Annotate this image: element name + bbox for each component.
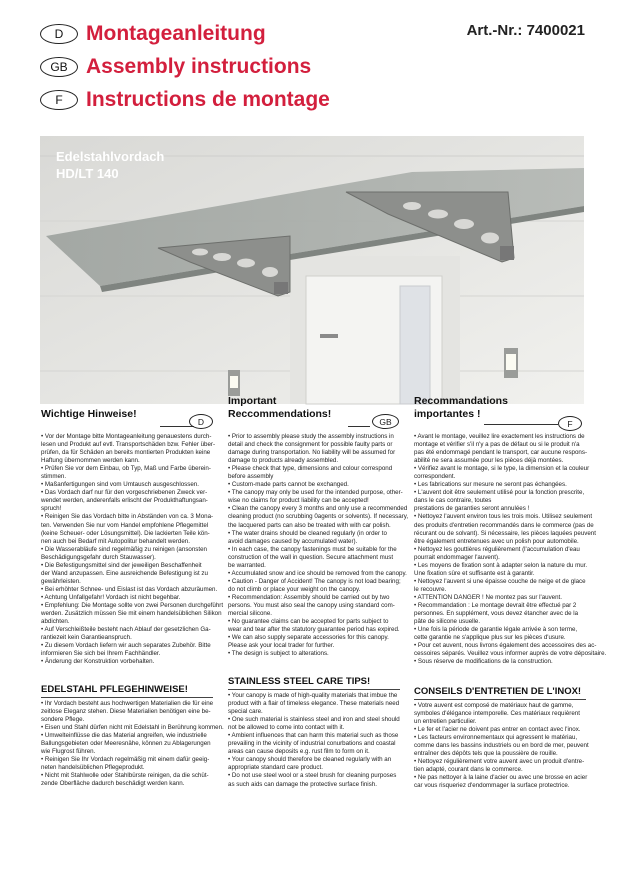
de-text-line: abdichten.: [41, 618, 70, 626]
gb-text-line: Please ask your local trader for further.: [228, 642, 335, 650]
gb-text-line: • Clean the canopy every 3 months and only use a recommended: [228, 505, 408, 513]
photo-caption: [56, 148, 164, 182]
gb-text-line: do not climb or place your weight on the canopy.: [228, 585, 361, 593]
fr-text-line: • Nettoyez l'auvent si une épaisse couche de neige et de glace: [414, 577, 586, 585]
fr-text-line: abilité ne sera assumée pour les pièces déjà montées.: [414, 457, 564, 465]
de-care-line: zeitlose Eleganz stehen. Diese Materialien benötigen eine be-: [41, 708, 211, 716]
de-text-line: ten. Verwenden Sie nur vom Handel empfohlene Pflegemittel: [41, 521, 209, 529]
de-text-line: • Prüfen Sie vor dem Einbau, ob Typ, Maß und Farbe überein-: [41, 465, 211, 473]
fr-badge: F: [558, 416, 582, 431]
language-badge-gb: GB: [40, 57, 78, 77]
fr-care-rule: [414, 699, 586, 700]
gb-text-line: wear and tear after the statutory guarantee period has expired.: [228, 626, 400, 634]
title-fr: Instructions de montage: [86, 88, 330, 111]
de-text-line: • Zu diesem Vordach liefern wir auch separates Zubehör. Bitte: [41, 642, 211, 650]
gb-heading: [228, 395, 331, 421]
fr-care-line: un entretien particulier.: [414, 718, 477, 726]
de-text-line: der Wand anzupassen. Eine ausreichende Befestigung ist zu: [41, 569, 208, 577]
de-text-line: • Die Befestigungsmittel sind der jeweiligen Beschaffenheit: [41, 561, 202, 569]
gb-care-line: not be allowed to come into contact with it.: [228, 724, 345, 732]
fr-text-line: le recouvre.: [414, 585, 447, 593]
gb-text-line: • Prior to assembly please study the assembly instructions in: [228, 433, 394, 440]
fr-text-line: • Une fois la période de garantie légale arrivée à son terme,: [414, 626, 578, 634]
de-heading-rule: [160, 426, 194, 427]
fr-text-line: • Les fabrications sur mesure ne seront pas échangées.: [414, 481, 567, 489]
de-text-line: nen auch bei Bedarf mit Autopolitur behandelt werden.: [41, 537, 190, 545]
article-number: Art.-Nr.: 7400021: [466, 22, 585, 39]
gb-text-line: • The design is subject to alterations.: [228, 650, 329, 658]
fr-care-line: • Ne pas nettoyer à la laine d'acier ou avec une brosse en acier: [414, 774, 588, 782]
fr-text-line: • Recommandation : Le montage devrait être effectué par 2: [414, 601, 577, 609]
de-care-line: • Eisen und Stahl dürfen nicht mit Edelstahl in Berührung kommen.: [41, 724, 224, 732]
gb-text-line: persons. You must also seal the canopy using standard com-: [228, 601, 395, 609]
gb-text-line: damage during transportation. No liability will be assumed for: [228, 449, 396, 457]
de-text-line: stimmen.: [41, 473, 67, 481]
gb-recommendations: [228, 433, 409, 658]
gb-text-line: wise no claims for product liability can be accepted!: [228, 497, 369, 505]
gb-care-line: as such aids can damage the protective surface finish.: [228, 780, 377, 788]
fr-text-line: prestations de garanties seront annulées !: [414, 505, 530, 513]
de-care-line: Ballungsgebieten oder Meeresnähe, können zu Ablagerungen: [41, 740, 211, 748]
fr-text-line: pâte de silicone usuelle.: [414, 618, 481, 626]
fr-care-line: car vous risqueriez d'endommager la surface protectrice.: [414, 782, 570, 790]
fr-care-line: • Le fer et l'acier ne doivent pas entrer en contact avec l'inox.: [414, 726, 581, 734]
fr-care-tips: [414, 702, 589, 791]
de-care-line: zende Oberfläche dadurch beschädigt werden kann.: [41, 780, 185, 788]
fr-care-line: entraîner des dépôts tels que la poussière de rouille.: [414, 750, 558, 758]
fr-heading: [414, 395, 508, 421]
fr-text-line: • Les moyens de fixation sont à adapter selon la nature du mur.: [414, 561, 588, 569]
fr-text-line: pourrait endommager l'auvent).: [414, 553, 500, 561]
language-badge-de: D: [40, 24, 78, 44]
fr-text-line: pas été endommagé pendant le transport, car aucune respons-: [414, 449, 588, 457]
gb-text-line: • The canopy may only be used for the intended purpose, other-: [228, 489, 403, 497]
de-text-line: • Auf Verschleißteile besteht nach Ablauf der gesetzlichen Ga-: [41, 626, 211, 634]
gb-care-tips: [228, 692, 400, 789]
gb-text-line: • The water drains should be cleaned regularly (in order to: [228, 529, 387, 537]
de-text-line: Haftung übernommen werden kann.: [41, 457, 140, 465]
title-gb: Assembly instructions: [86, 55, 312, 78]
fr-text-line: correspondent.: [414, 473, 456, 481]
gb-heading-rule: [348, 426, 370, 427]
gb-care-line: • One such material is stainless steel and iron and steel should: [228, 716, 400, 724]
gb-text-line: • Recommendation: Assembly should be carried out by two: [228, 593, 390, 601]
de-care-line: neten handelsüblichen Pflegeprodukt.: [41, 764, 145, 772]
gb-text-line: detail and check the consignment for possible faulty parts or: [228, 441, 393, 449]
gb-text-line: • Custom-made parts cannot be exchanged.: [228, 481, 349, 489]
gb-care-line: • Do not use steel wool or a steel brush for cleaning purposes: [228, 772, 397, 780]
gb-text-line: • No guarantee claims can be accepted for parts subject to: [228, 618, 389, 626]
fr-text-line: • Sous réserve de modifications de la construction.: [414, 658, 553, 666]
de-care-line: • Nicht mit Stahlwolle oder Stahlbürste reinigen, da die schüt-: [41, 772, 209, 780]
gb-care-heading: STAINLESS STEEL CARE TIPS!: [228, 676, 371, 687]
de-heading: Wichtige Hinweise!: [41, 408, 137, 420]
de-text-line: prüfen, da für Schäden an bereits montierten Produkten keine: [41, 449, 211, 457]
de-text-line: werden. Zusätzlich müssen Sie mit einem handelsüblichen Silikon: [41, 610, 222, 618]
language-badge-fr: F: [40, 90, 78, 110]
de-text-line: gewährleisten.: [41, 577, 81, 585]
gb-text-line: • Caution - Danger of Accident! The canopy is not load bearing;: [228, 577, 401, 585]
gb-text-line: • In each case, the canopy fastenings must be suitable for the: [228, 545, 397, 553]
fr-heading-line2: importantes !: [414, 408, 481, 420]
fr-text-line: cette garantie ne s'applique plus sur les pièces d'usure.: [414, 634, 566, 642]
de-text-line: • Empfehlung: Die Montage sollte von zwei Personen durchgeführt: [41, 601, 224, 609]
de-text-line: spruch!: [41, 505, 62, 513]
gb-care-line: • Your canopy should therefore be cleaned regularly with an: [228, 756, 392, 764]
photo-caption-model: HD/LT 140: [56, 166, 119, 181]
fr-care-line: • Votre auvent est composé de matériaux haut de gamme,: [414, 702, 574, 709]
gb-text-line: cleaning product (no scrubbing 0agents or solvents). If necessary,: [228, 513, 409, 521]
fr-text-line: être également entretenues avec un polish pour automobile.: [414, 537, 579, 545]
fr-text-line: • Avant le montage, veuillez lire exactement les instructions de: [414, 433, 585, 440]
gb-text-line: • We can also supply separate accessories for this canopy.: [228, 634, 389, 642]
de-text-line: lesen und Produkt auf evtl. Transportschäden bzw. Fehler über-: [41, 441, 216, 449]
de-care-line: sondere Pflege.: [41, 716, 85, 724]
de-care-line: • Reinigen Sie Ihr Vordach regelmäßig mit einem dafür geeig-: [41, 756, 210, 764]
de-care-line: • Umwelteinflüsse die das Material angreifen, wie industrielle: [41, 732, 207, 740]
fr-text-line: récurant ou de solvant). Si nécessaire, les pièces laquées peuvent: [414, 529, 596, 537]
de-care-rule: [41, 697, 213, 698]
fr-care-line: symboles d'élégance intemporelle. Ces matériaux requièrent: [414, 710, 580, 718]
gb-text-line: before assembly: [228, 473, 274, 481]
gb-care-line: appropriate standard care product.: [228, 764, 323, 772]
gb-care-rule: [228, 689, 400, 690]
fr-care-line: tien adapté, courant dans le commerce.: [414, 766, 523, 774]
de-recommendations: [41, 433, 224, 666]
gb-care-line: areas can cause deposits e.g. rust film to form on it.: [228, 748, 370, 756]
gb-text-line: be warranted.: [228, 561, 266, 569]
de-text-line: Beschädigungsgefahr durch Stauwasser).: [41, 553, 156, 561]
header-row-fr: [40, 88, 330, 112]
de-care-heading: EDELSTAHL PFLEGEHINWEISE!: [41, 684, 188, 695]
de-badge: D: [189, 414, 213, 429]
fr-text-line: • Pour cet auvent, nous livrons également des accessoires des ac-: [414, 642, 597, 650]
fr-care-line: • Les facteurs environnementaux qui agressent le matériau,: [414, 734, 578, 742]
fr-text-line: montage et vérifier s'il n'y a pas de défaut ou si le produit n'a: [414, 441, 580, 449]
fr-text-line: cessoires séparés. Veuillez vous informer auprès de votre dépositaire.: [414, 650, 607, 658]
fr-text-line: des produits d'entretien recommandés dans le commerce (pas de: [414, 521, 594, 529]
gb-text-line: avoid damages caused by accumulated water).: [228, 537, 358, 545]
gb-care-line: special care.: [228, 708, 263, 716]
de-text-line: • Achtung Unfallgefahr! Vordach ist nicht begehbar.: [41, 593, 181, 601]
de-text-line: • Maßanfertigungen sind vom Umtausch ausgeschlossen.: [41, 481, 199, 489]
de-text-line: • Reinigen Sie das Vordach bitte in Abständen von ca. 3 Mona-: [41, 513, 214, 521]
fr-text-line: personnes. En supplément, vous devez étancher avec de la: [414, 610, 579, 618]
gb-heading-line2: Reccommendations!: [228, 408, 332, 420]
gb-text-line: • Accumulated snow and ice should be removed from the canopy.: [228, 569, 407, 577]
fr-care-line: comme dans les bassins industriels ou en bord de mer, peuvent: [414, 742, 589, 750]
de-text-line: • Änderung der Konstruktion vorbehalten.: [41, 658, 155, 666]
de-text-line: • Das Vordach darf nur für den vorgeschriebenen Zweck ver-: [41, 489, 208, 497]
gb-care-line: • Your canopy is made of high-quality materials that imbue the: [228, 692, 398, 699]
de-text-line: informieren Sie sich bei Ihrem Fachhändler.: [41, 650, 161, 658]
de-text-line: • Vor der Montage bitte Montageanleitung genauestens durch-: [41, 433, 212, 440]
de-text-line: rantiezeit kein Garantieanspruch.: [41, 634, 132, 642]
fr-text-line: • Nettoyez les gouttières régulièrement (l'accumulation d'eau: [414, 545, 580, 553]
fr-text-line: • Nettoyez l'auvent environ tous les trois mois. Utilisez seulement: [414, 513, 593, 521]
fr-text-line: Une fixation sûre et suffisante est à garantir.: [414, 569, 535, 577]
gb-text-line: the lacquered parts can also be treated with with car polish.: [228, 521, 391, 529]
header-row-de: [40, 22, 266, 46]
gb-text-line: mercial silicone.: [228, 610, 273, 618]
de-care-line: wie Flugrost führen.: [41, 748, 96, 756]
fr-recommendations: [414, 433, 607, 666]
de-text-line: (keine Scheuer- oder Lösungsmittel). Die lackierten Teile kön-: [41, 529, 210, 537]
gb-care-line: product with a flair of timeless elegance. These materials need: [228, 700, 400, 708]
fr-heading-line1: Recommandations: [414, 395, 508, 407]
de-text-line: • Die Wasserabläufe sind regelmäßig zu reinigen (ansonsten: [41, 545, 207, 553]
gb-text-line: construction of the wall in question. Secure attachment must: [228, 553, 394, 561]
de-text-line: • Bei erhöhter Schnee- und Eislast ist das Vordach abzuräumen.: [41, 585, 218, 593]
gb-text-line: damage to products already assembled.: [228, 457, 339, 465]
header-row-gb: [40, 55, 311, 79]
gb-care-line: prevailing in the vicinity of industrial conurbations and coastal: [228, 740, 396, 748]
gb-badge: GB: [372, 414, 399, 429]
fr-care-heading: CONSEILS D'ENTRETIEN DE L'INOX!: [414, 686, 582, 697]
fr-heading-rule: [484, 424, 558, 425]
photo-caption-product: Edelstahlvordach: [56, 149, 165, 164]
de-care-line: • Ihr Vordach besteht aus hochwertigen Materialien die für eine: [41, 700, 214, 707]
fr-text-line: • Vérifiez avant le montage, si le type, la dimension et la couleur: [414, 465, 590, 473]
fr-care-line: • Nettoyez régulièrement votre auvent avec un produit d'entre-: [414, 758, 585, 766]
fr-text-line: • L'auvent doit être seulement utilisé pour la fonction prescrite,: [414, 489, 585, 497]
de-care-tips: [41, 700, 224, 789]
product-photo: [40, 136, 584, 404]
fr-text-line: • ATTENTION DANGER ! Ne montez pas sur l'auvent.: [414, 593, 562, 601]
gb-text-line: • Please check that type, dimensions and colour correspond: [228, 465, 393, 473]
title-de: Montageanleitung: [86, 22, 266, 45]
gb-care-line: • Ambient influences that can harm this material such as those: [228, 732, 399, 740]
fr-text-line: dans le cas contraire, toutes: [414, 497, 492, 505]
de-text-line: wendet werden, anderenfalls erlischt der Produkthaftungsan-: [41, 497, 208, 505]
gb-heading-line1: Important: [228, 395, 277, 407]
